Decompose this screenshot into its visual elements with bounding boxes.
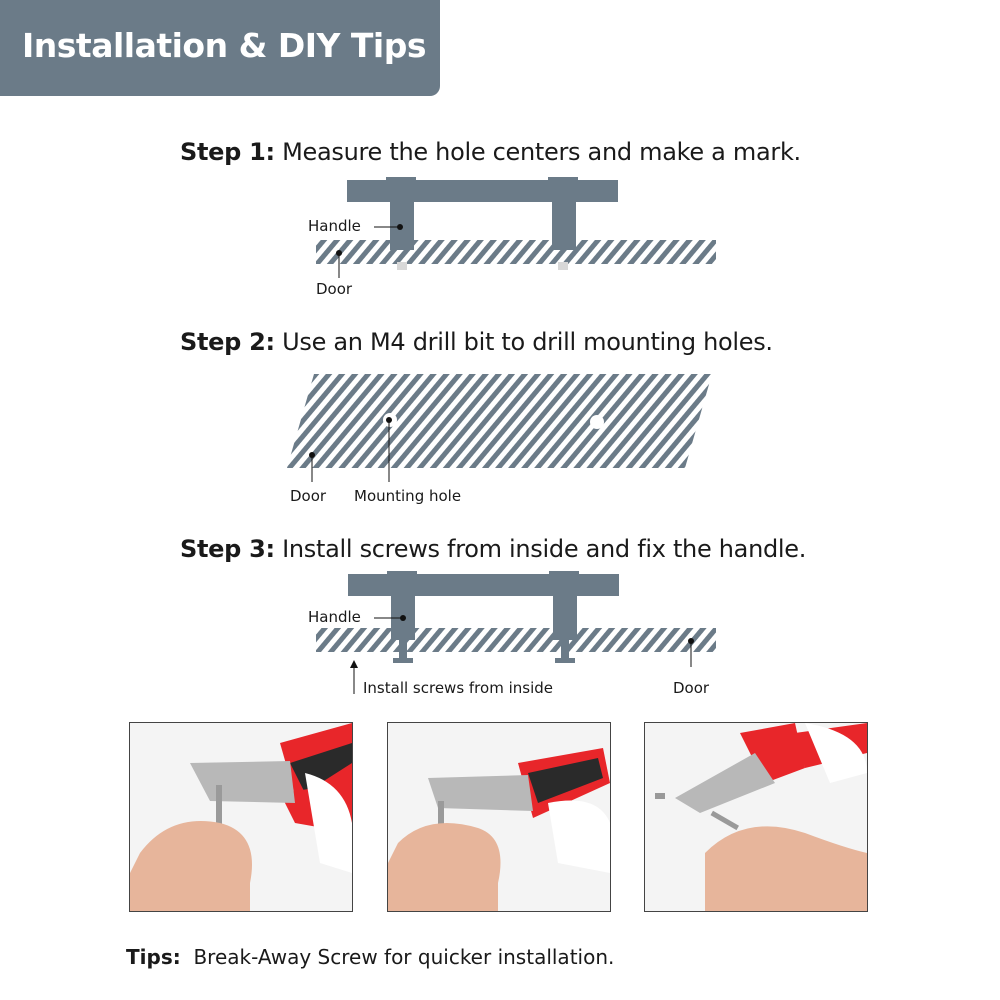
photo-pliers-break-screw-1 bbox=[129, 722, 353, 912]
step-3-text: Install screws from inside and fix the handle. bbox=[274, 535, 807, 563]
door-label: Door bbox=[673, 679, 710, 697]
door-panel bbox=[287, 374, 712, 468]
door-label: Door bbox=[316, 280, 353, 298]
handle-shape bbox=[347, 177, 618, 250]
tips-label: Tips: bbox=[126, 945, 181, 969]
handle-label: Handle bbox=[308, 608, 361, 626]
diagram-2 bbox=[287, 374, 712, 505]
step-2-text: Use an M4 drill bit to drill mounting holes. bbox=[274, 328, 773, 356]
diagram-3 bbox=[308, 571, 716, 697]
door-panel bbox=[316, 240, 716, 264]
step-1-label: Step 1: bbox=[180, 138, 275, 166]
door-panel bbox=[316, 628, 716, 652]
mounting-hole-right bbox=[590, 415, 604, 429]
step-2-label: Step 2: bbox=[180, 328, 275, 356]
tips-body: Break-Away Screw for quicker installation. bbox=[193, 945, 615, 969]
step-3-label: Step 3: bbox=[180, 535, 275, 563]
page-title: Installation & DIY Tips bbox=[22, 26, 426, 65]
handle-label: Handle bbox=[308, 217, 361, 235]
mounting-hole-label: Mounting hole bbox=[354, 487, 462, 505]
photo-pliers-break-screw-2 bbox=[387, 722, 611, 912]
tips-text bbox=[126, 945, 614, 969]
door-label: Door bbox=[290, 487, 327, 505]
diagram-1 bbox=[308, 177, 716, 298]
photo-pliers-break-screw-3 bbox=[644, 722, 868, 912]
install-screws-label: Install screws from inside bbox=[363, 679, 553, 697]
step-1-text: Measure the hole centers and make a mark. bbox=[274, 138, 801, 166]
